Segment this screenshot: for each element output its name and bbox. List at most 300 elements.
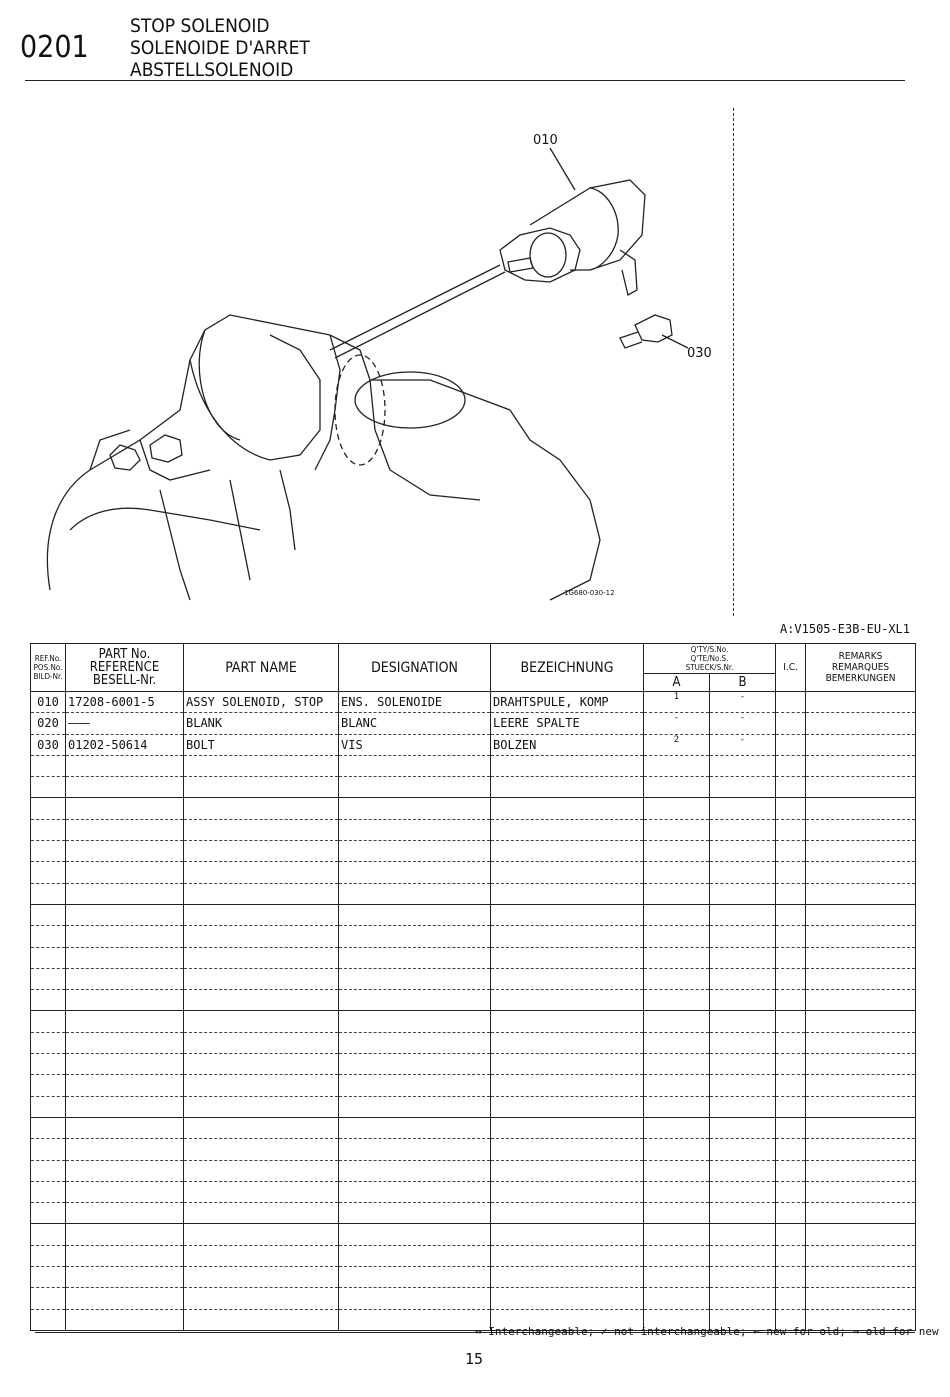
cell-ref [31,862,66,883]
cell-designation [339,1288,491,1309]
cell-ic [776,755,806,776]
table-row [31,841,916,862]
cell-bezeichnung [491,1224,644,1245]
cell-bezeichnung [491,1032,644,1053]
drawing-number: 1G680-030-12 [564,589,615,597]
table-row [31,1117,916,1138]
cell-b [710,1288,776,1309]
page-number: 15 [465,1350,484,1368]
cell-name [184,798,339,819]
cell-bezeichnung [491,819,644,840]
cell-a [644,947,710,968]
cell-a [644,1117,710,1138]
cell-part-no [66,819,184,840]
cell-part-no [66,798,184,819]
cell-ref [31,1011,66,1032]
cell-b [710,1032,776,1053]
cell-a [644,1203,710,1224]
cell-bezeichnung [491,1075,644,1096]
cell-a [644,1054,710,1075]
cell-name [184,1096,339,1117]
cell-b [710,798,776,819]
cell-ref [31,798,66,819]
cell-ref [31,947,66,968]
cell-remarks [806,1117,916,1138]
cell-ic [776,1224,806,1245]
cell-part-no [66,947,184,968]
cell-b [710,1224,776,1245]
cell-remarks [806,904,916,925]
cell-ref [31,1054,66,1075]
cell-ref [31,1139,66,1160]
cell-part-no [66,862,184,883]
cell-designation [339,1160,491,1181]
cell-b [710,1096,776,1117]
cell-remarks [806,692,916,713]
cell-remarks [806,841,916,862]
cell-part-no [66,968,184,989]
header-remarks: REMARKS REMARQUES BEMERKUNGEN [806,644,916,692]
cell-bezeichnung [491,947,644,968]
cell-remarks [806,926,916,947]
cell-bezeichnung [491,1160,644,1181]
model-code: A:V1505-E3B-EU-XL1 [779,622,910,636]
table-row [31,990,916,1011]
cell-a [644,862,710,883]
cell-designation [339,1096,491,1117]
cell-part-no [66,1245,184,1266]
cell-part-no: ——— [66,713,184,734]
cell-b [710,1267,776,1288]
table-row [31,1224,916,1245]
cell-designation [339,904,491,925]
cell-name [184,819,339,840]
table-row [31,1096,916,1117]
cell-remarks [806,798,916,819]
table-row [31,883,916,904]
cell-ref: 030 [31,734,66,755]
cell-remarks [806,883,916,904]
cell-b [710,1245,776,1266]
cell-name: ASSY SOLENOID, STOP [184,692,339,713]
cell-remarks [806,990,916,1011]
cell-ic [776,734,806,755]
cell-a [644,798,710,819]
table-row [31,819,916,840]
cell-ic [776,1117,806,1138]
cell-ref [31,926,66,947]
cell-name [184,1181,339,1202]
header-qty: Q'TY/S.No. Q'TE/No.S. STUECK/S.Nr. [644,644,776,674]
cell-part-no [66,1054,184,1075]
cell-a [644,1224,710,1245]
cell-ic [776,1075,806,1096]
cell-ic [776,926,806,947]
cell-b [710,1117,776,1138]
cell-ref [31,1075,66,1096]
cell-name [184,1117,339,1138]
title-english: STOP SOLENOID [130,15,270,37]
cell-ic [776,1245,806,1266]
cell-name [184,1054,339,1075]
table-row [31,1267,916,1288]
cell-designation [339,798,491,819]
cell-bezeichnung [491,968,644,989]
cell-b [710,819,776,840]
cell-name [184,926,339,947]
cell-ic [776,841,806,862]
cell-ref [31,1096,66,1117]
cell-designation: VIS [339,734,491,755]
cell-b [710,755,776,776]
title-french: SOLENOIDE D'ARRET [130,37,310,59]
cell-b [710,862,776,883]
cell-ref [31,841,66,862]
cell-b [710,1011,776,1032]
cell-part-no [66,777,184,798]
cell-b [710,1139,776,1160]
cell-bezeichnung [491,883,644,904]
cell-a: - [644,713,710,734]
cell-b [710,1160,776,1181]
cell-part-no [66,1139,184,1160]
cell-ic [776,1203,806,1224]
cell-remarks [806,1096,916,1117]
cell-designation [339,1011,491,1032]
cell-remarks [806,777,916,798]
cell-bezeichnung [491,1011,644,1032]
cell-b [710,947,776,968]
cell-bezeichnung: LEERE SPALTE [491,713,644,734]
cell-ic [776,713,806,734]
cell-name [184,1267,339,1288]
cell-a: 2 [644,734,710,755]
cell-b [710,1181,776,1202]
table-row [31,1032,916,1053]
cell-b [710,883,776,904]
cell-part-no [66,1011,184,1032]
cell-bezeichnung [491,1181,644,1202]
cell-ic [776,883,806,904]
cell-ref [31,1288,66,1309]
cell-ic [776,1011,806,1032]
cell-remarks [806,819,916,840]
table-row [31,1054,916,1075]
cell-bezeichnung [491,1288,644,1309]
table-row [31,1181,916,1202]
cell-part-no [66,755,184,776]
cell-part-no [66,1288,184,1309]
illustration-divider [733,108,734,616]
cell-name [184,862,339,883]
cell-part-no [66,1075,184,1096]
header-rule [25,80,905,81]
table-row [31,926,916,947]
cell-ref [31,883,66,904]
header-bezeichnung: BEZEICHNUNG [491,644,644,692]
cell-a [644,990,710,1011]
cell-remarks [806,947,916,968]
cell-designation [339,755,491,776]
cell-remarks [806,1054,916,1075]
cell-ref [31,990,66,1011]
cell-part-no [66,883,184,904]
table-row [31,1011,916,1032]
header-ref: REF.No. POS.No. BILD-Nr. [31,644,66,692]
cell-ic [776,1267,806,1288]
cell-designation [339,1181,491,1202]
cell-b [710,1075,776,1096]
table-row [31,692,916,713]
header-qty-a: A [644,674,710,692]
cell-ref [31,1160,66,1181]
cell-a [644,1096,710,1117]
cell-remarks [806,1224,916,1245]
cell-remarks [806,862,916,883]
table-row [31,1160,916,1181]
cell-b [710,841,776,862]
cell-designation [339,841,491,862]
cell-name [184,1032,339,1053]
cell-ic [776,904,806,925]
cell-name [184,990,339,1011]
header-qty-b: B [710,674,776,692]
cell-bezeichnung [491,862,644,883]
cell-ic [776,1096,806,1117]
cell-ic [776,1054,806,1075]
callout-030: 030 [687,346,712,361]
cell-a [644,1181,710,1202]
cell-ref [31,1309,66,1330]
cell-name: BLANK [184,713,339,734]
cell-b [710,926,776,947]
cell-a [644,1075,710,1096]
header-ic: I.C. [776,644,806,692]
cell-name [184,883,339,904]
callout-010: 010 [533,133,558,148]
cell-a [644,755,710,776]
cell-remarks [806,1011,916,1032]
cell-part-no [66,904,184,925]
cell-designation [339,777,491,798]
cell-a [644,819,710,840]
cell-name [184,841,339,862]
cell-designation [339,883,491,904]
cell-name [184,1288,339,1309]
cell-designation [339,1267,491,1288]
cell-ref [31,777,66,798]
cell-designation [339,926,491,947]
cell-ref [31,1181,66,1202]
cell-ic [776,1139,806,1160]
cell-a [644,1032,710,1053]
cell-name [184,755,339,776]
cell-ic [776,1181,806,1202]
cell-part-no [66,1203,184,1224]
cell-remarks [806,1267,916,1288]
cell-designation [339,990,491,1011]
cell-name [184,1203,339,1224]
cell-name [184,1075,339,1096]
cell-remarks [806,1203,916,1224]
table-row [31,1139,916,1160]
cell-bezeichnung [491,841,644,862]
cell-ref [31,1267,66,1288]
cell-b [710,1054,776,1075]
cell-bezeichnung [491,1054,644,1075]
cell-ref [31,1224,66,1245]
cell-b: - [710,713,776,734]
cell-designation [339,819,491,840]
cell-name [184,947,339,968]
cell-designation [339,1032,491,1053]
cell-ref [31,968,66,989]
cell-part-no: 17208-6001-5 [66,692,184,713]
cell-ref [31,1203,66,1224]
cell-part-no [66,1181,184,1202]
cell-ref [31,904,66,925]
cell-designation [339,1117,491,1138]
table-row [31,862,916,883]
cell-part-no [66,1032,184,1053]
section-code: 0201 [20,30,89,65]
cell-part-no [66,1267,184,1288]
cell-a [644,904,710,925]
cell-designation [339,947,491,968]
cell-a [644,1139,710,1160]
cell-designation: ENS. SOLENOIDE [339,692,491,713]
cell-remarks [806,1075,916,1096]
cell-bezeichnung: BOLZEN [491,734,644,755]
cell-remarks [806,755,916,776]
cell-ref: 010 [31,692,66,713]
cell-name [184,968,339,989]
cell-designation [339,1075,491,1096]
cell-a [644,1288,710,1309]
cell-ic [776,1288,806,1309]
cell-ref: 020 [31,713,66,734]
table-row [31,734,916,755]
cell-remarks [806,1160,916,1181]
cell-name [184,1011,339,1032]
cell-a [644,1160,710,1181]
exploded-view-illustration [30,110,730,610]
cell-part-no: 01202-50614 [66,734,184,755]
cell-ref [31,819,66,840]
cell-b [710,990,776,1011]
cell-remarks [806,968,916,989]
cell-b [710,1203,776,1224]
cell-ic [776,862,806,883]
cell-ic [776,819,806,840]
interchangeability-legend: ↔ Interchangeable; ≠ not interchangeable; ← new for old; → old for new [475,1325,939,1338]
cell-a [644,883,710,904]
cell-remarks [806,734,916,755]
cell-bezeichnung [491,1245,644,1266]
cell-designation [339,1245,491,1266]
cell-bezeichnung [491,777,644,798]
cell-name [184,904,339,925]
cell-designation [339,1224,491,1245]
cell-ic [776,968,806,989]
cell-ic [776,947,806,968]
cell-designation [339,1203,491,1224]
cell-bezeichnung [491,904,644,925]
header-designation: DESIGNATION [339,644,491,692]
cell-designation: BLANC [339,713,491,734]
cell-remarks [806,713,916,734]
cell-name [184,1224,339,1245]
header-part-no: PART No. REFERENCE BESELL-Nr. [66,644,184,692]
cell-remarks [806,1032,916,1053]
cell-remarks [806,1181,916,1202]
cell-bezeichnung [491,1117,644,1138]
cell-a: 1 [644,692,710,713]
cell-b: - [710,692,776,713]
cell-b [710,777,776,798]
table-row [31,968,916,989]
parts-table [30,643,916,1331]
cell-part-no [66,990,184,1011]
cell-remarks [806,1139,916,1160]
header-part-name: PART NAME [184,644,339,692]
cell-bezeichnung [491,926,644,947]
title-german: ABSTELLSOLENOID [130,59,294,81]
cell-bezeichnung [491,1139,644,1160]
table-row [31,1075,916,1096]
cell-a [644,1245,710,1266]
cell-ic [776,990,806,1011]
table-row [31,904,916,925]
cell-bezeichnung [491,755,644,776]
cell-name [184,1139,339,1160]
cell-part-no [66,1117,184,1138]
cell-ref [31,1245,66,1266]
table-row [31,1245,916,1266]
cell-ref [31,1117,66,1138]
table-row [31,798,916,819]
cell-b [710,904,776,925]
table-row [31,947,916,968]
cell-designation [339,862,491,883]
cell-designation [339,1309,491,1330]
cell-ic [776,777,806,798]
table-row [31,1288,916,1309]
cell-part-no [66,1309,184,1330]
cell-part-no [66,926,184,947]
cell-b [710,968,776,989]
cell-a [644,968,710,989]
cell-bezeichnung [491,798,644,819]
table-row [31,713,916,734]
cell-part-no [66,1096,184,1117]
cell-ic [776,798,806,819]
table-row [31,755,916,776]
cell-designation [339,968,491,989]
cell-ic [776,1032,806,1053]
cell-name [184,1245,339,1266]
cell-name [184,1309,339,1330]
cell-a [644,1011,710,1032]
cell-part-no [66,1160,184,1181]
cell-ic [776,1160,806,1181]
cell-bezeichnung [491,990,644,1011]
cell-a [644,841,710,862]
cell-bezeichnung [491,1267,644,1288]
cell-designation [339,1054,491,1075]
cell-designation [339,1139,491,1160]
cell-ref [31,1032,66,1053]
